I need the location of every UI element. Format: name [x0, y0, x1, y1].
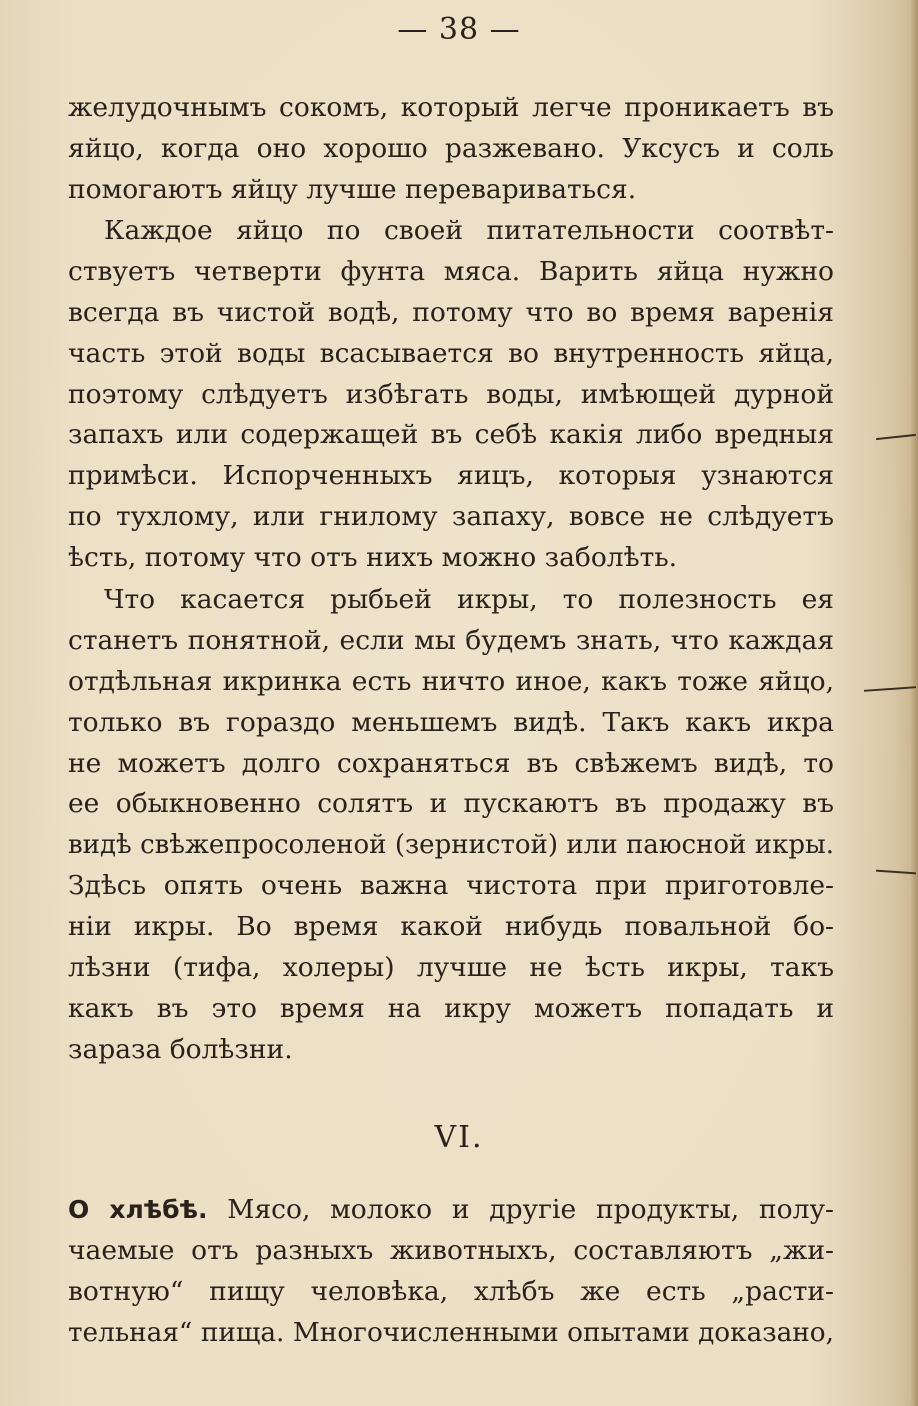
text-line: видѣ свѣжепросоленой (зернистой) или паюсной икры. — [68, 830, 834, 861]
text-line: запахъ или содержащей въ себѣ какія либо вредныя — [68, 419, 834, 451]
text-line: станетъ понятной, если мы будемъ знать, что каждая — [68, 624, 834, 656]
text-line: яйцо, когда оно хорошо разжевано. Уксусъ и соль — [68, 132, 834, 164]
text-line: ее обыкновенно солятъ и пускаютъ въ продажу въ — [68, 788, 834, 820]
text-line: не можетъ долго сохраняться въ свѣжемъ видѣ, то — [68, 747, 834, 779]
text-fragment: Мясо, молоко и другіе продукты, полу- — [207, 1194, 834, 1225]
page-number: — 38 — — [397, 12, 521, 47]
section-title: О хлѣбѣ. — [68, 1195, 208, 1224]
text-line-lead — [68, 1190, 834, 1231]
text-line: вотную“ пищу человѣка, хлѣбъ же есть „расти- — [68, 1275, 834, 1307]
paragraph-2 — [68, 211, 834, 579]
text-line: всегда въ чистой водѣ, потому что во время варенія — [68, 296, 834, 328]
text-line: примѣси. Испорченныхъ яицъ, которыя узнаются — [68, 460, 834, 492]
text-line: ніи икры. Во время какой нибудь повальной бо- — [68, 911, 834, 943]
text-line: помогаютъ яйцу лучше перевариваться. — [68, 173, 637, 205]
text-line: какъ въ это время на икру можетъ попадать и — [68, 992, 834, 1024]
text-line: Что касается рыбьей икры, то полезность ея — [104, 584, 834, 615]
text-line: отдѣльная икринка есть ничто иное, какъ тоже яйцо, — [68, 665, 834, 697]
margin-mark — [864, 686, 916, 692]
page-edge-shadow — [910, 0, 918, 1406]
text-line: лѣзни (тифа, холеры) лучше не ѣсть икры, такъ — [68, 952, 834, 984]
paragraph-3 — [68, 580, 834, 1071]
text-line: чаемые отъ разныхъ животныхъ, составляютъ „жи- — [68, 1234, 834, 1266]
text-line: по тухлому, или гнилому запаху, вовсе не слѣдуетъ — [68, 501, 834, 533]
section-paragraph — [68, 1190, 834, 1354]
section-heading: VI. — [434, 1120, 484, 1155]
text-line: ствуетъ четверти фунта мяса. Варить яйца нужно — [68, 255, 834, 287]
text-line: Каждое яйцо по своей питательности соотвѣт- — [104, 215, 834, 246]
paragraph-1 — [68, 88, 834, 211]
text-line: желудочнымъ сокомъ, который легче проникаетъ въ — [68, 92, 834, 123]
text-line: поэтому слѣдуетъ избѣгать воды, имѣющей дурной — [68, 378, 834, 410]
text-line: ѣсть, потому что отъ нихъ можно заболѣть. — [68, 542, 678, 574]
text-line: только въ гораздо меньшемъ видѣ. Такъ какъ икра — [68, 706, 834, 738]
text-line: зараза болѣзни. — [68, 1033, 293, 1065]
text-line: Здѣсь опять очень важна чистота при приготовле- — [68, 870, 834, 902]
text-line: тельная“ пища. Многочисленными опытами доказано, — [68, 1317, 834, 1348]
text-line: часть этой воды всасывается во внутренность яйца, — [68, 337, 834, 369]
